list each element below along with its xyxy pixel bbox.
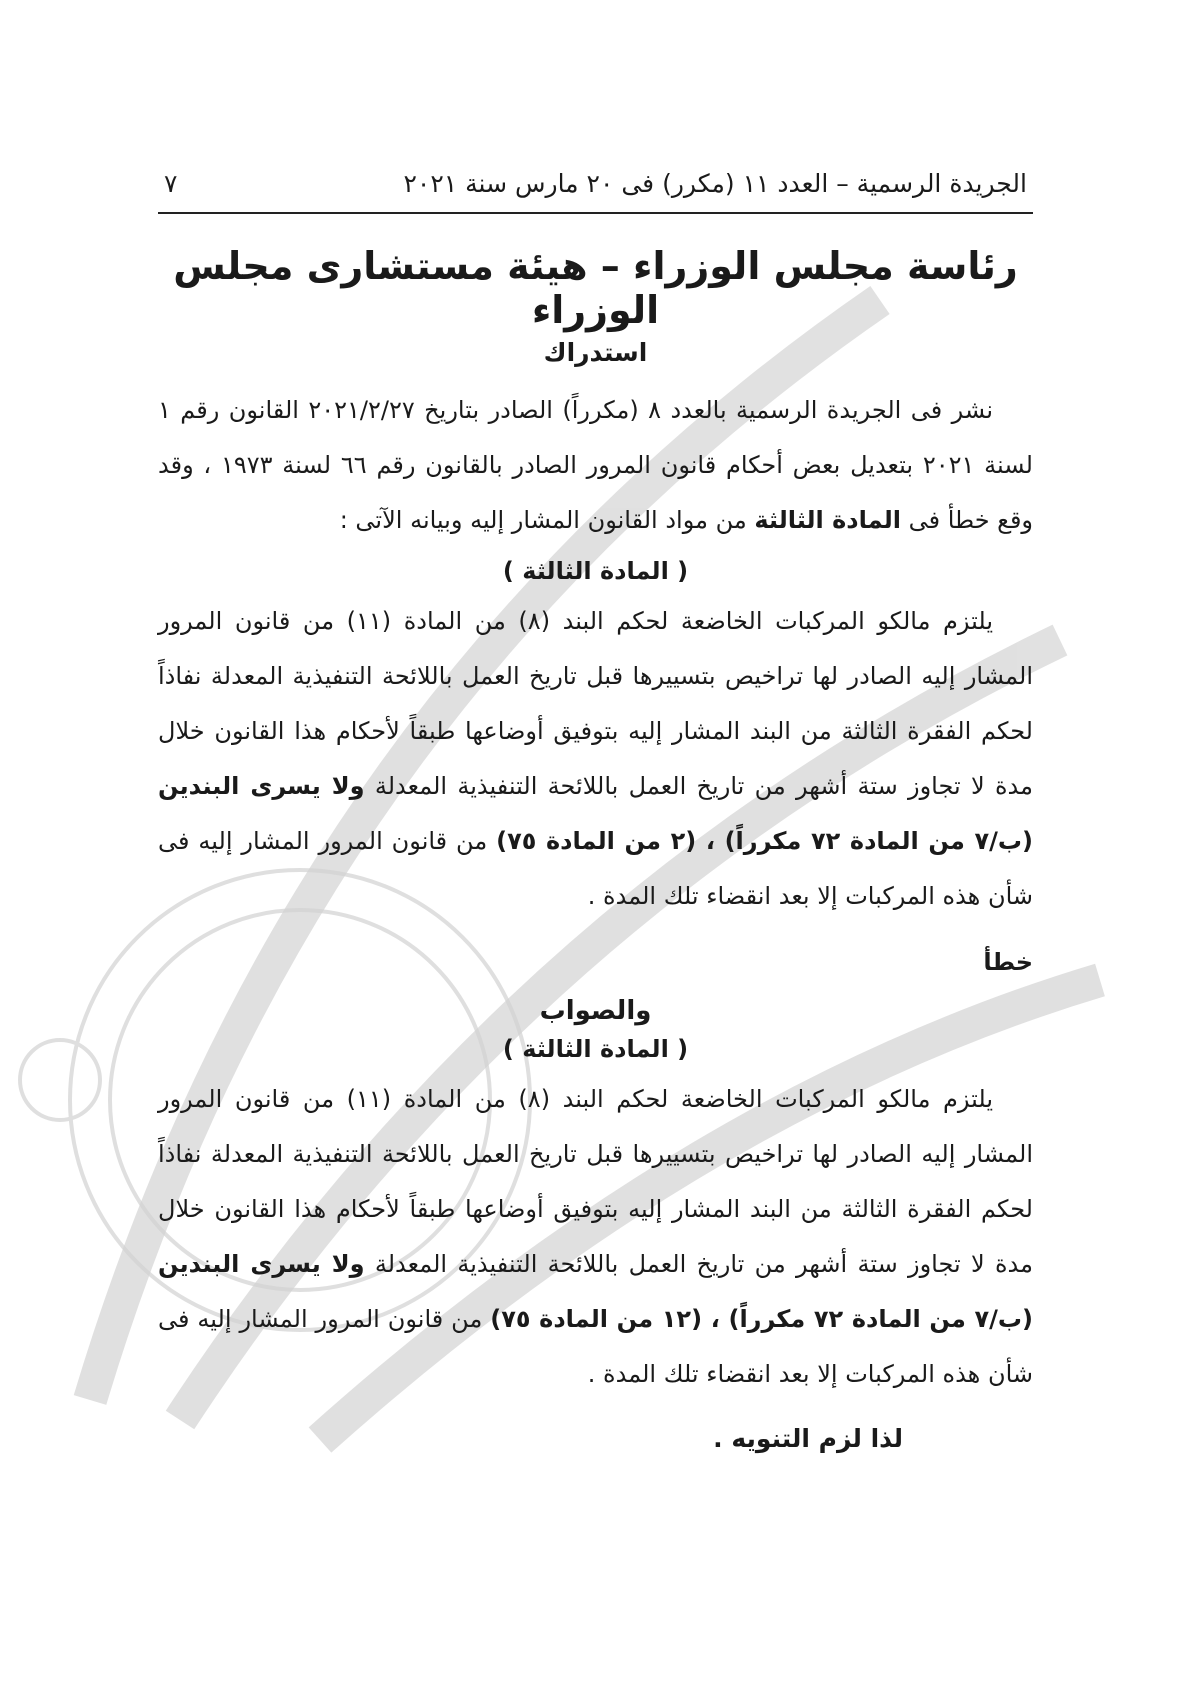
closing-note: لذا لزم التنويه .	[713, 1424, 903, 1453]
wrong-article-text: يلتزم مالكو المركبات الخاضعة لحكم البند (٨) من المادة (١١) من قانون المرور المشار إليه الصادر لها تراخيص بتسييرها قبل تاريخ العمل باللائحة التنفيذية المعدلة نفاذاً لحكم الفقرة الثالثة من البند المشار إليه بتوفيق أوضاعها طبقاً لأحكام هذا القانون خلال مدة لا تجاوز ستة أشهر من تاريخ العمل باللائحة التنفيذية المعدلة ولا يسرى البندين (ب/٧ من المادة ٧٢ مكرراً) ، (٢ من المادة ٧٥) من قانون المرور المشار إليه فى شأن هذه المركبات إلا بعد انقضاء تلك المدة .	[158, 607, 1033, 910]
document-page	[158, 150, 1033, 1453]
wrong-label: خطأ	[983, 948, 1033, 976]
intro-paragraph: نشر فى الجريدة الرسمية بالعدد ٨ (مكرراً) الصادر بتاريخ ٢٠٢١/٢/٢٧ القانون رقم ١ لسنة ٢٠٢١ بتعديل بعض أحكام قانون المرور الصادر بالقانون رقم ٦٦ لسنة ١٩٧٣ ، وقد وقع خطأ فى المادة الثالثة من مواد القانون المشار إليه وبيانه الآتى :	[158, 396, 1033, 534]
page-number: ٧	[164, 169, 178, 198]
article-title-wrong: ( المادة الثالثة )	[502, 557, 689, 585]
article-title-correct: ( المادة الثالثة )	[502, 1035, 689, 1063]
correct-article-text: يلتزم مالكو المركبات الخاضعة لحكم البند (٨) من المادة (١١) من قانون المرور المشار إليه الصادر لها تراخيص بتسييرها قبل تاريخ العمل باللائحة التنفيذية المعدلة نفاذاً لحكم الفقرة الثالثة من البند المشار إليه بتوفيق أوضاعها طبقاً لأحكام هذا القانون خلال مدة لا تجاوز ستة أشهر من تاريخ العمل باللائحة التنفيذية المعدلة ولا يسرى البندين (ب/٧ من المادة ٧٢ مكرراً) ، (١٢ من المادة ٧٥) من قانون المرور المشار إليه فى شأن هذه المركبات إلا بعد انقضاء تلك المدة .	[158, 1085, 1033, 1388]
page-header	[158, 150, 1033, 214]
main-heading: رئاسة مجلس الوزراء – هيئة مستشارى مجلس الوزراء	[173, 244, 1018, 332]
sub-heading: استدراك	[543, 338, 648, 367]
gazette-title: الجريدة الرسمية – العدد ١١ (مكرر) فى ٢٠ مارس سنة ٢٠٢١	[403, 169, 1027, 198]
correct-label: والصواب	[539, 996, 652, 1026]
